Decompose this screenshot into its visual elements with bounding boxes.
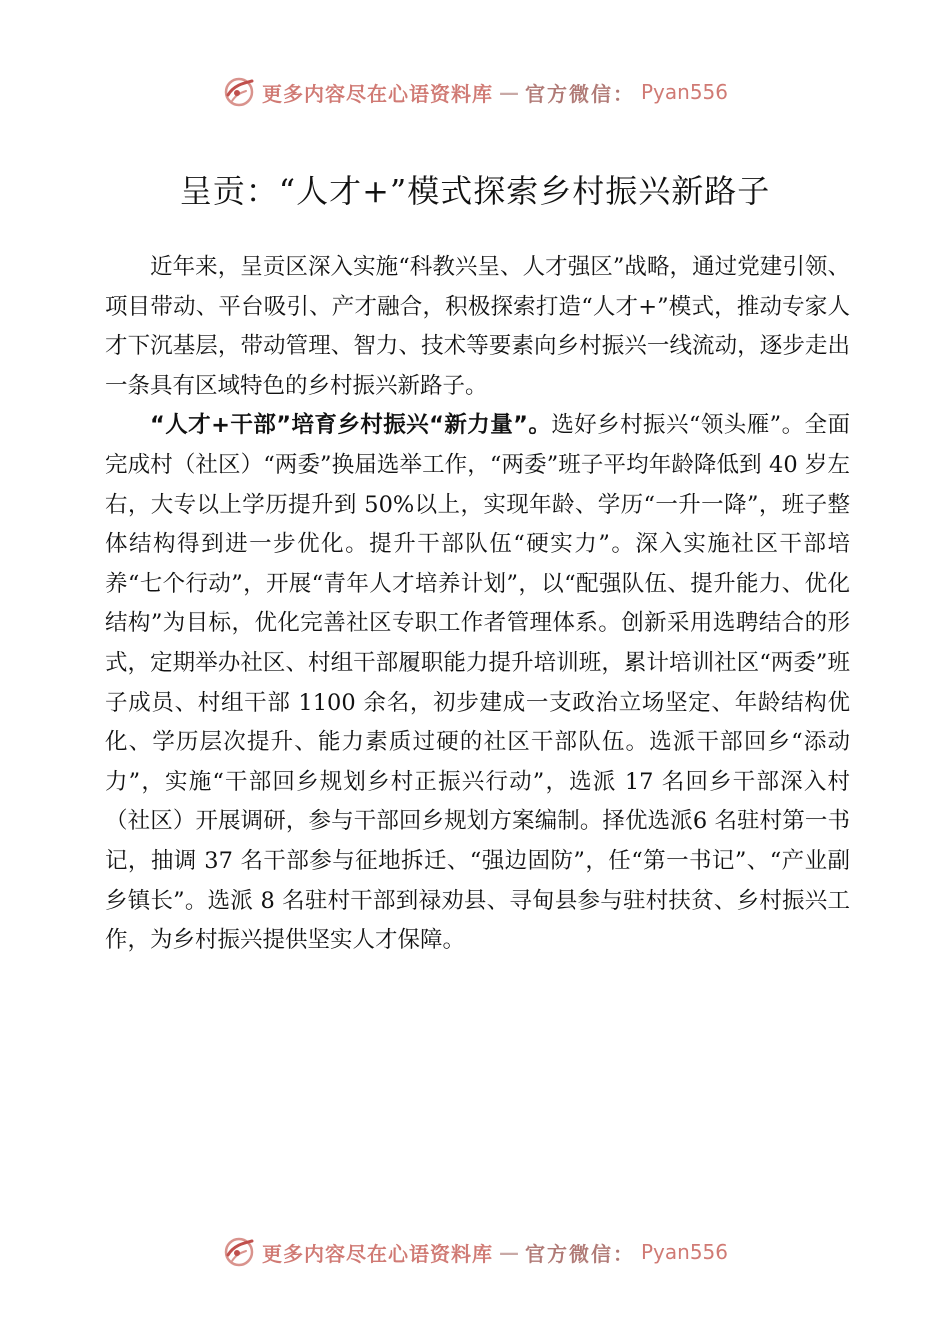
article-body [105, 248, 850, 961]
paragraph-text: 选好乡村振兴“领头雁”。全面完成村（社区）“两委”换届选举工作，“两委”班子平均年龄降低到 40 岁左右，大专以上学历提升到 50%以上，实现年龄、学历“一升一降”，班子整体结构得到进一步优化。提升干部队伍“硬实力”。深入实施社区干部培养“七个行动”，开展“青年人才培养计划”，以“配强队伍、提升能力、优化结构”为目标，优化完善社区专职工作者管理体系。创新采用选聘结合的形式，定期举办社区、村组干部履职能力提升培训班，累计培训社区“两委”班子成员、村组干部 1100 余名，初步建成一支政治立场坚定、年龄结构优化、学历层次提升、能力素质过硬的社区干部队伍。选派干部回乡“添动力”，实施“干部回乡规划乡村正振兴行动”，选派 17 名回乡干部深入村（社区）开展调研，参与干部回乡规划方案编制。择优选派6 名驻村第一书记，抽调 37 名干部参与征地拆迁、“强边固防”，任“第一书记”、“产业副乡镇长”。选派 8 名驻村干部到禄劝县、寻甸县参与驻村扶贫、乡村振兴工作，为乡村振兴提供坚实人才保障。 [105, 412, 850, 954]
banner-text: 更多内容尽在心语资料库 [261, 1241, 493, 1266]
header-banner [0, 72, 950, 112]
banner-contact-id: Pyan556 [640, 1240, 728, 1264]
banner-text: 更多内容尽在心语资料库 [261, 81, 493, 106]
banner-separator: — [498, 80, 519, 104]
article-title: 呈贡：“人才+”模式探索乡村振兴新路子 [179, 172, 771, 210]
paragraph-intro [105, 248, 850, 406]
paragraph-cadre [105, 406, 850, 960]
banner-contact-id: Pyan556 [640, 80, 728, 104]
banner-contact-label: 官方微信： [524, 1241, 635, 1266]
footer-banner [0, 1232, 950, 1272]
section-heading: “人才+干部”培育乡村振兴“新力量”。 [150, 412, 552, 439]
paragraph-text: 近年来，呈贡区深入实施“科教兴呈、人才强区”战略，通过党建引领、项目带动、平台吸引、产才融合，积极探索打造“人才+”模式，推动专家人才下沉基层，带动管理、智力、技术等要素向乡村振兴一线流动，逐步走出一条具有区域特色的乡村振兴新路子。 [105, 254, 850, 399]
banner-contact-label: 官方微信： [524, 81, 635, 106]
brush-logo-icon [222, 75, 256, 109]
brush-logo-icon [222, 1235, 256, 1269]
banner-separator: — [498, 1240, 519, 1264]
